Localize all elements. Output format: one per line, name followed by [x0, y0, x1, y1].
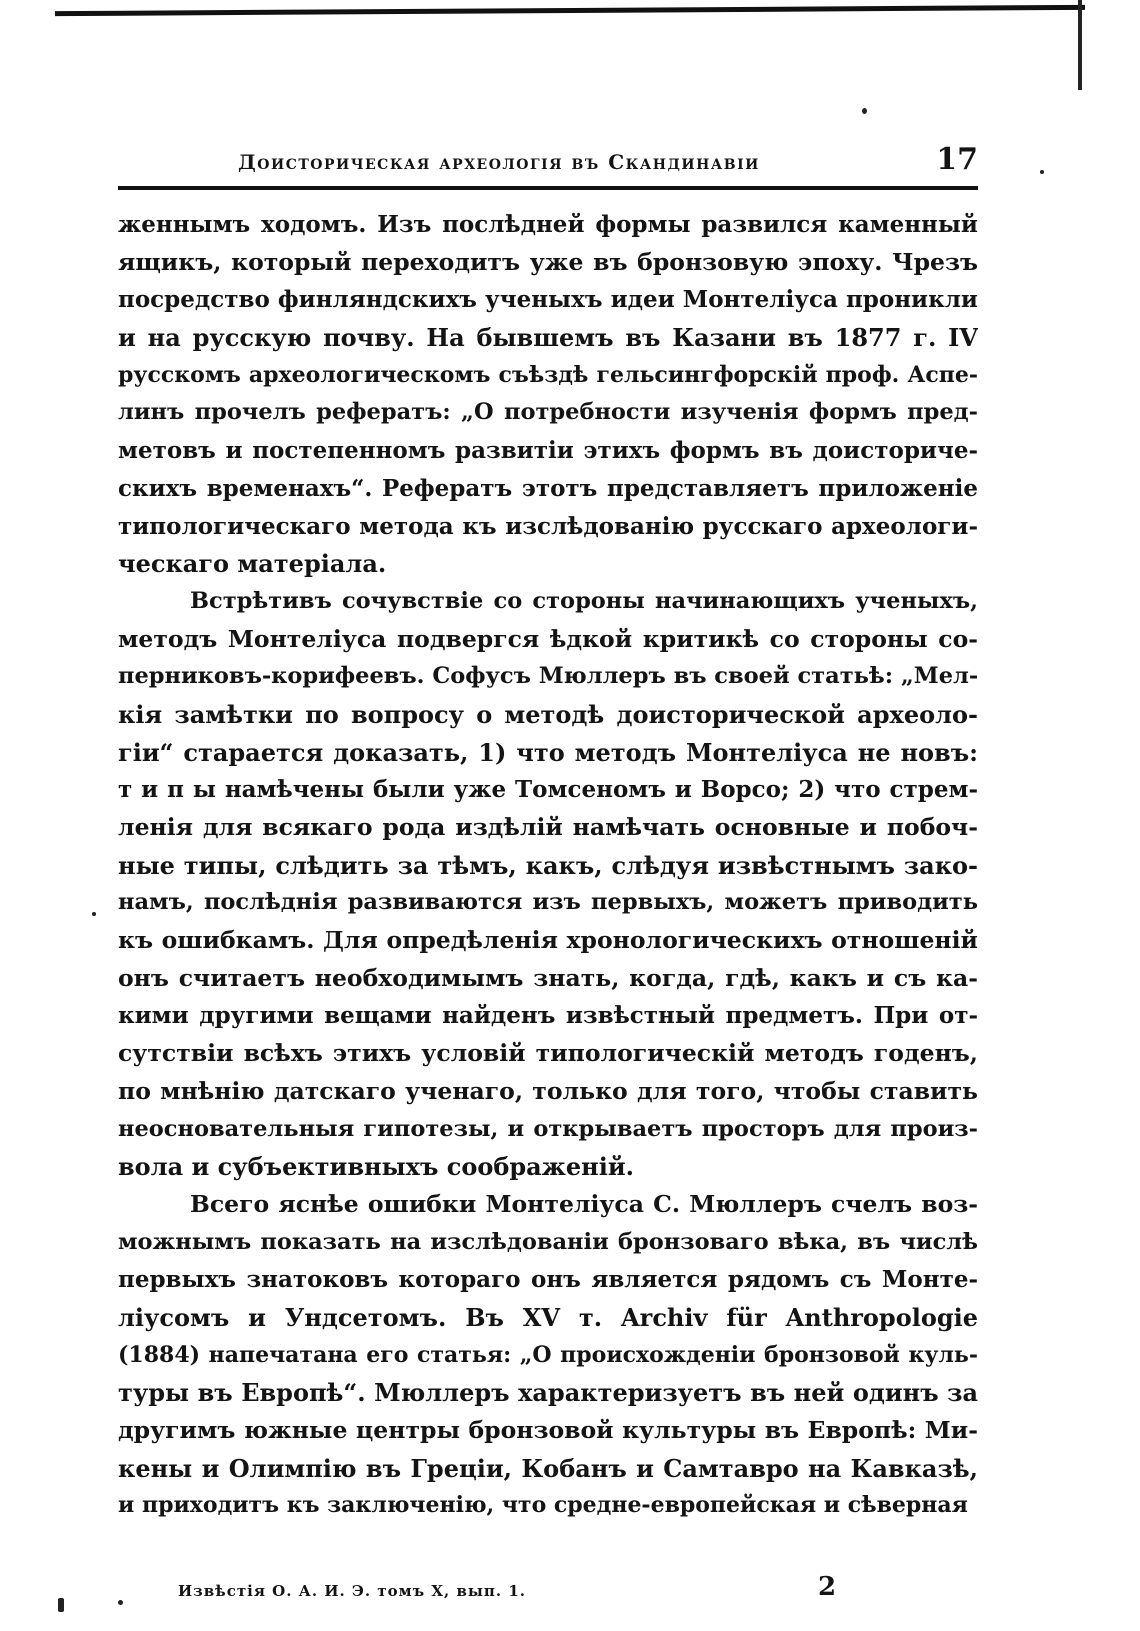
- text-line: ліусомъ и Ундсетомъ. Въ XV т. Archiv für Anthropologie: [118, 1302, 978, 1332]
- text-line: ные типы, слѣдить за тѣмъ, какъ, слѣдуя извѣстнымъ зако-: [118, 850, 978, 880]
- text-line: неосновательныя гипотезы, и открываетъ просторъ для произ-: [118, 1115, 978, 1142]
- text-line: можнымъ показать на изслѣдованіи бронзоваго вѣка, въ числѣ: [118, 1228, 978, 1255]
- text-line: и приходитъ къ заключенію, что средне-европейская и сѣверная: [118, 1492, 968, 1519]
- header-rule: [118, 186, 978, 190]
- scan-speck: [1040, 170, 1044, 174]
- text-line: методъ Монтеліуса подвергся ѣдкой критикѣ со стороны со-: [118, 624, 978, 653]
- text-line: онъ считаетъ необходимымъ знать, когда, гдѣ, какъ и съ ка-: [118, 963, 978, 992]
- text-line: скихъ временахъ“. Рефератъ этотъ представляетъ приложеніе: [118, 474, 978, 502]
- text-line: линъ прочелъ рефератъ: „О потребности изученія формъ пред-: [118, 399, 978, 426]
- body-text: [118, 206, 978, 1525]
- text-line: первыхъ знатоковъ котораго онъ является рядомъ съ Монте-: [118, 1266, 978, 1294]
- text-line: намъ, послѣднія развиваются изъ первыхъ, можетъ приводить: [118, 889, 978, 916]
- text-line: сутствіи всѣхъ этихъ условій типологическій методъ годенъ,: [118, 1039, 978, 1068]
- paragraph: [118, 206, 978, 583]
- text-line: туры въ Европѣ“. Мюллеръ характеризуетъ въ ней одинъ за: [118, 1378, 978, 1408]
- page-header: [118, 142, 978, 182]
- text-line: ленія для всякаго рода издѣлій намѣчать основные и побоч-: [118, 813, 978, 841]
- text-line: и на русскую почву. На бывшемъ въ Казани въ 1877 г. IV: [118, 323, 978, 353]
- paragraph: [118, 1186, 978, 1525]
- scan-speck: [92, 912, 96, 916]
- text-line: женнымъ ходомъ. Изъ послѣдней формы развился каменный: [118, 211, 978, 238]
- footer-signature: Извѣстія О. А. И. Э. томъ X, вып. 1.: [178, 1582, 526, 1600]
- scan-speck: [58, 1598, 64, 1612]
- text-line: другимъ южные центры бронзовой культуры въ Европѣ: Ми-: [118, 1416, 978, 1444]
- top-page-edge-rule: [55, 5, 1085, 16]
- text-line: т и п ы намѣчены были уже Томсеномъ и Ворсо; 2) что стрем-: [118, 776, 978, 804]
- text-line: Всего яснѣе ошибки Монтеліуса С. Мюллеръ счелъ воз-: [190, 1189, 978, 1218]
- text-line: кены и Олимпію въ Греціи, Кобанъ и Самтаврo на Кавказѣ,: [118, 1453, 978, 1483]
- text-line: русскомъ археологическомъ съѣздѣ гельсингфорскій проф. Аспе-: [118, 361, 978, 388]
- running-title: Доисторическая археологія въ Скандинавіи: [238, 150, 760, 174]
- text-line: гіи“ старается доказать, 1) что методъ Монтеліуса не новъ:: [118, 737, 978, 767]
- page-footer: [118, 1572, 978, 1612]
- text-line: Встрѣтивъ сочувствіе со стороны начинающихъ ученыхъ,: [190, 587, 978, 614]
- text-line: вола и субъективныхъ соображеній.: [118, 1152, 635, 1182]
- text-line: ческаго матеріала.: [118, 549, 387, 579]
- page-number: 17: [936, 142, 978, 177]
- text-line: кими другими вещами найденъ извѣстный предметъ. При от-: [118, 1002, 978, 1030]
- text-line: типологическаго метода къ изслѣдованію русскаго археологи-: [118, 512, 978, 540]
- text-line: ящикъ, который переходитъ уже въ бронзовую эпоху. Чрезъ: [118, 247, 978, 276]
- scan-speck: [862, 108, 867, 114]
- scan-speck: [118, 1600, 123, 1605]
- sheet-number: 2: [818, 1572, 837, 1602]
- text-line: къ ошибкамъ. Для опредѣленія хронологическихъ отношеній: [118, 926, 978, 955]
- text-line: метовъ и постепенномъ развитіи этихъ формъ въ доисториче-: [118, 437, 978, 465]
- text-line: посредство финляндскихъ ученыхъ идеи Монтеліуса проникли: [118, 286, 978, 314]
- text-line: перниковъ-корифеевъ. Софусъ Мюллеръ въ своей статьѣ: „Мел-: [118, 663, 978, 690]
- text-line: (1884) напечатана его статья: „О происхожденіи бронзовой куль-: [118, 1341, 978, 1368]
- text-line: по мнѣнію датскаго ученаго, только для того, чтобы ставить: [118, 1076, 978, 1105]
- right-page-edge: [1078, 0, 1082, 90]
- text-line: кія замѣтки по вопросу о методѣ доисторической археоло-: [118, 699, 978, 729]
- paragraph: [118, 583, 978, 1186]
